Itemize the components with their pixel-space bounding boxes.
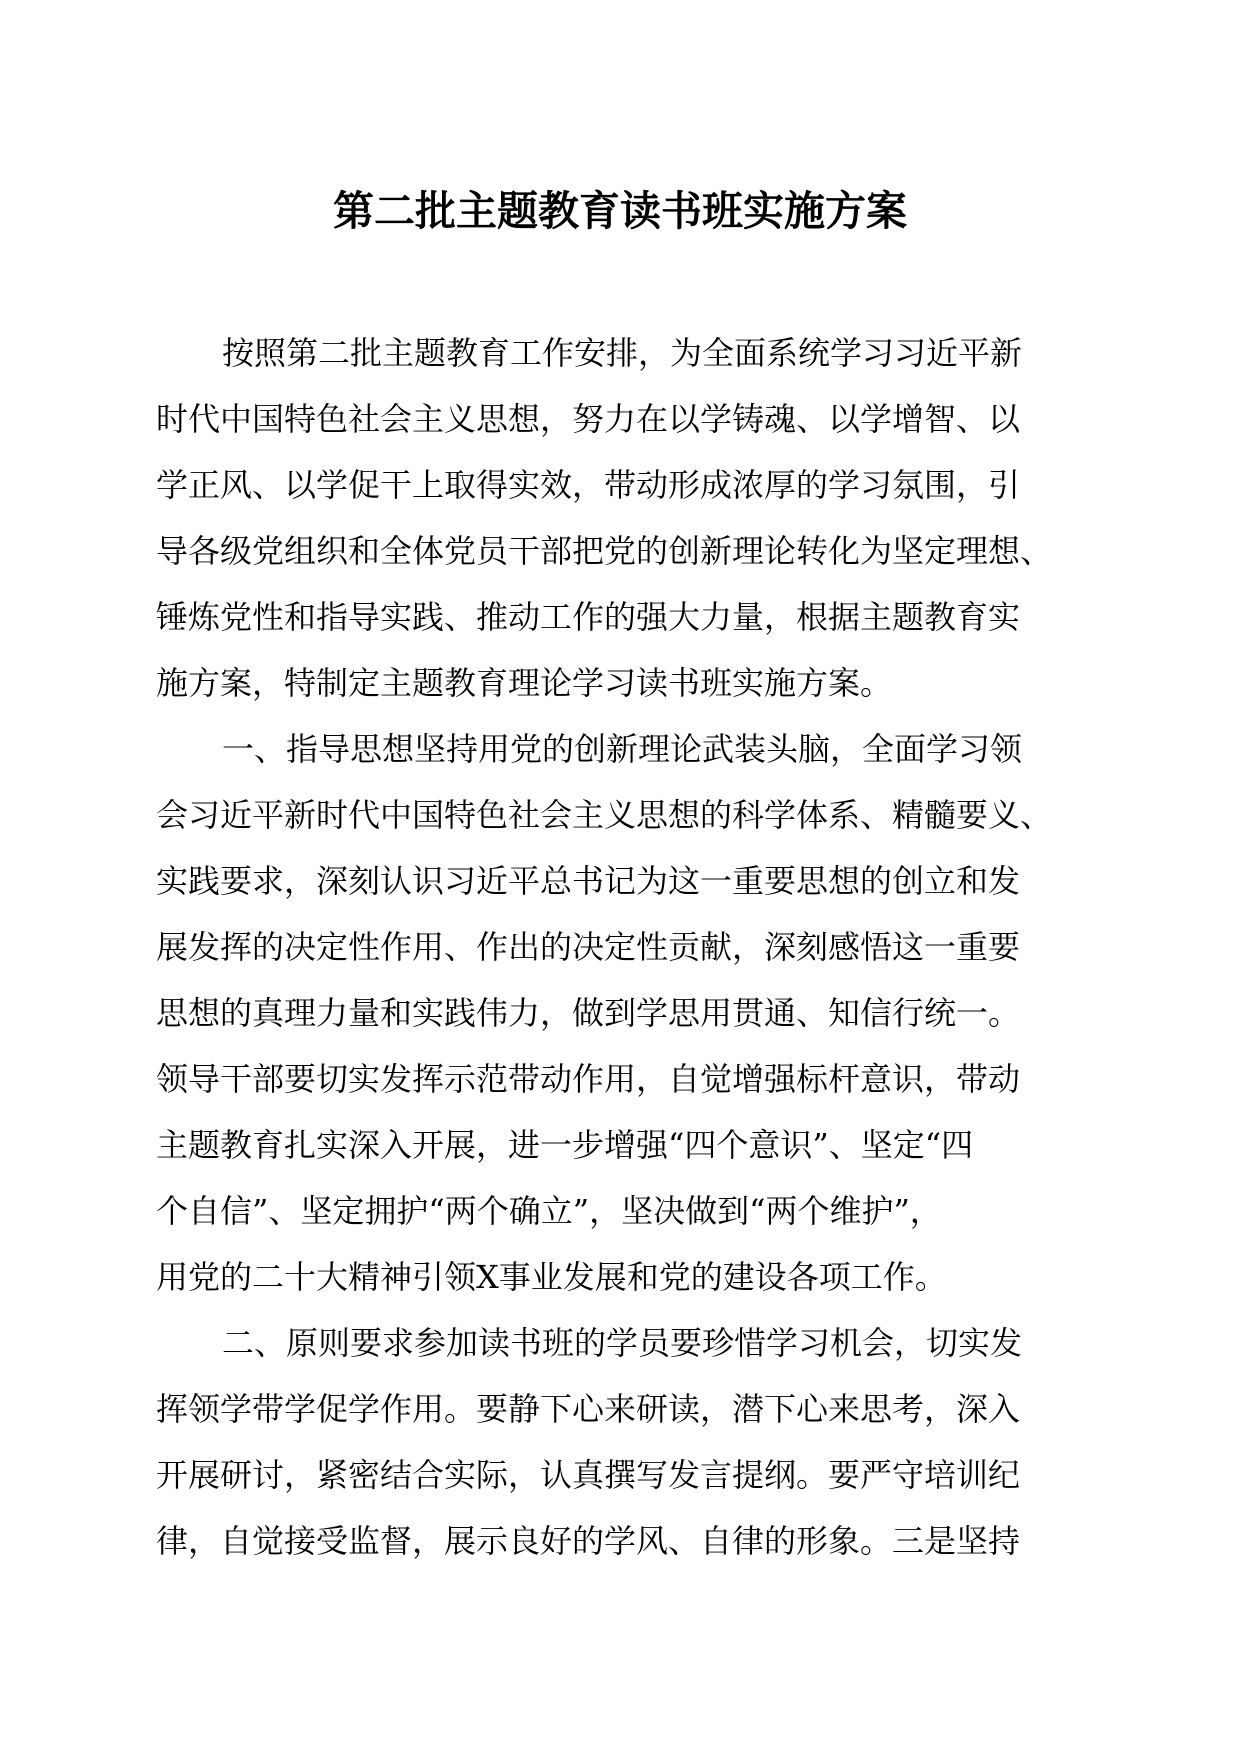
text-line: 领导干部要切实发挥示范带动作用，自觉增强标杆意识，带动 [156,1060,1021,1098]
text-line: 锤炼党性和指导实践、推动工作的强大力量，根据主题教育实 [156,598,1021,636]
document-body [156,320,1086,1574]
text-line: 二、原则要求参加读书班的学员要珍惜学习机会，切实发 [222,1324,1023,1362]
text-line: 时代中国特色社会主义思想，努力在以学铸魂、以学增智、以 [156,400,1021,438]
text-line: 用党的二十大精神引领X事业发展和党的建设各项工作。 [156,1258,947,1296]
text-line: 学正风、以学促干上取得实效，带动形成浓厚的学习氛围，引 [156,466,1021,504]
text-line: 开展研讨，紧密结合实际，认真撰写发言提纲。要严守培训纪 [156,1456,1021,1494]
text-line: 主题教育扎实深入开展，进一步增强“四个意识”、坚定“四 [156,1126,974,1164]
text-line: 施方案，特制定主题教育理论学习读书班实施方案。 [156,664,893,702]
text-line: 挥领学带学促学作用。要静下心来研读，潜下心来思考，深入 [156,1390,1021,1428]
text-line: 展发挥的决定性作用、作出的决定性贡献，深刻感悟这一重要 [156,928,1021,966]
text-line: 导各级党组织和全体党员干部把党的创新理论转化为坚定理想、 [156,532,1053,570]
text-line: 按照第二批主题教育工作安排，为全面系统学习习近平新 [222,334,1023,372]
text-line: 思想的真理力量和实践伟力，做到学思用贯通、知信行统一。 [156,994,1021,1032]
text-line: 一、指导思想坚持用党的创新理论武装头脑，全面学习领 [222,730,1023,768]
document-title: 第二批主题教育读书班实施方案 [333,187,907,235]
paragraph-principles [156,1310,1086,1574]
paragraph-guiding-ideology [156,716,1086,1310]
text-line: 实践要求，深刻认识习近平总书记为这一重要思想的创立和发 [156,862,1021,900]
paragraph-intro [156,320,1086,716]
text-line: 会习近平新时代中国特色社会主义思想的科学体系、精髓要义、 [156,796,1053,834]
text-line: 个自信”、坚定拥护“两个确立”，坚决做到“两个维护”， [156,1192,942,1230]
text-line: 律，自觉接受监督，展示良好的学风、自律的形象。三是坚持 [156,1522,1021,1560]
